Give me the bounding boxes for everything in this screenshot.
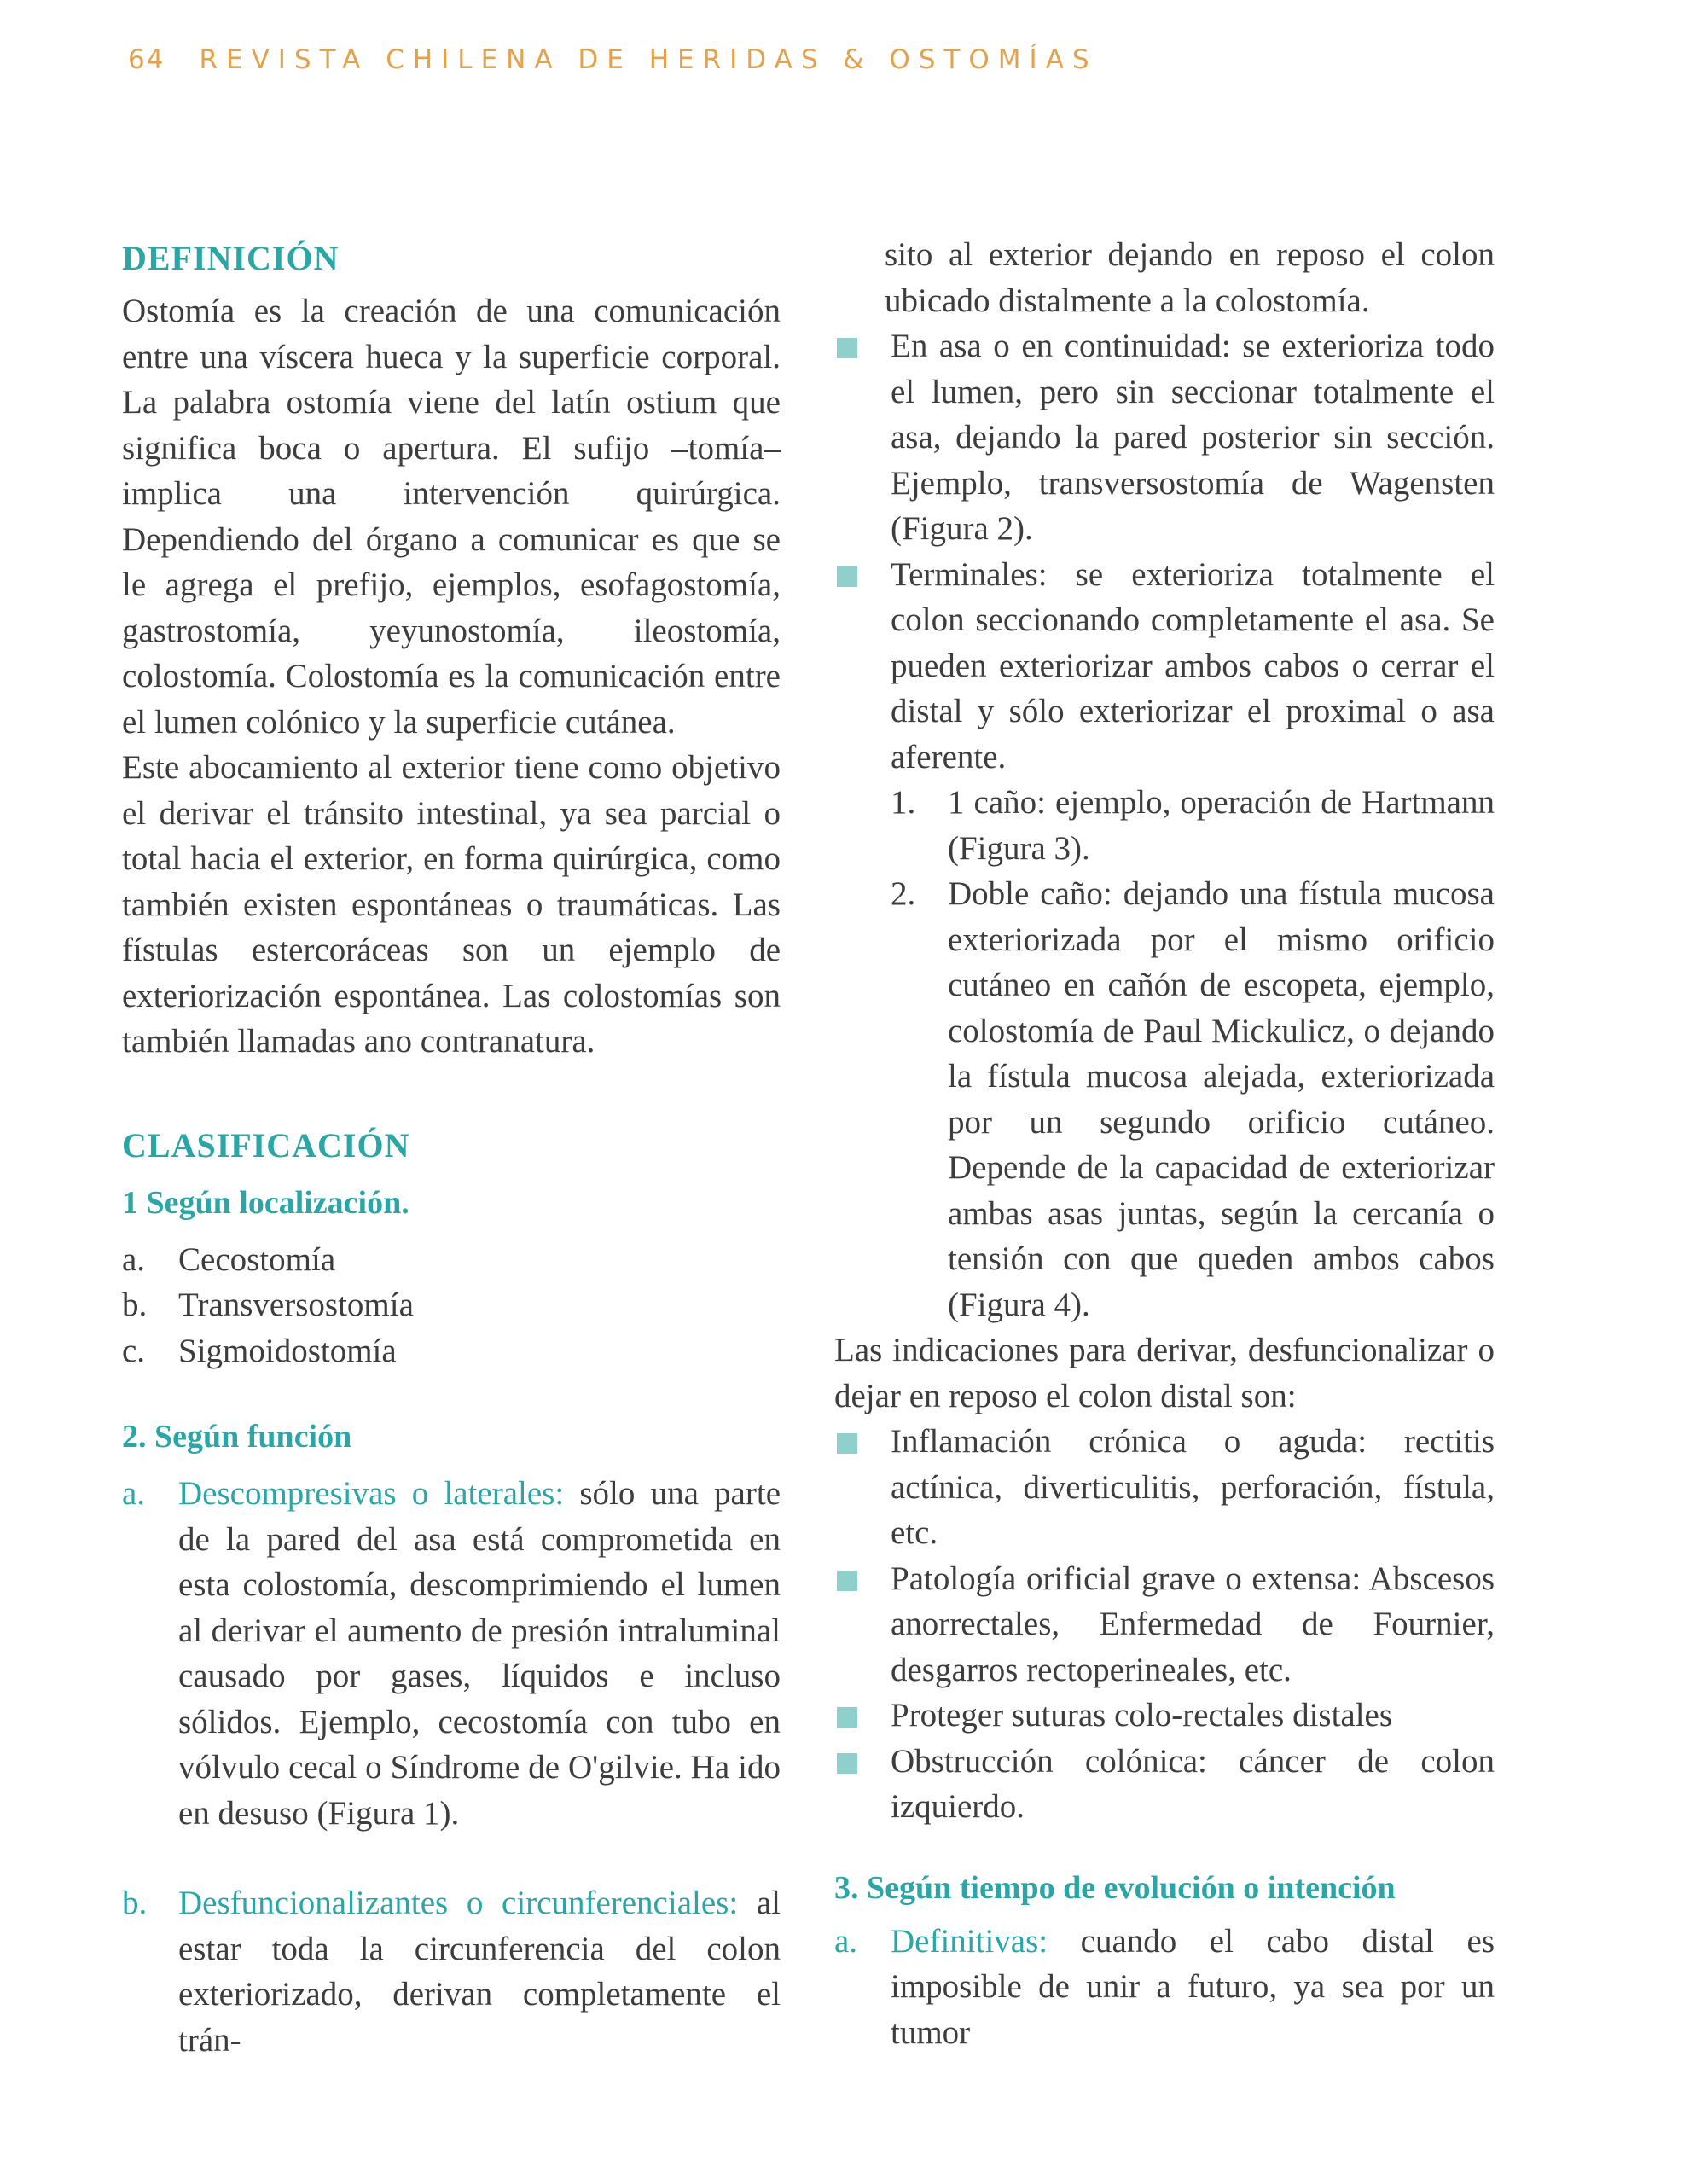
bullet-text: En asa o en continuidad: se exterioriza todo el lumen, pero sin seccionar totalmente el asa, dejando la pared posterior sin sección. Ejemplo, transversostomía de Wagensten (Figura 2). xyxy=(891,328,1495,547)
list-item xyxy=(122,1282,781,1328)
numbered-text: 1 caño: ejemplo, operación de Hartmann (Figura 3). xyxy=(948,784,1495,867)
bullet-item xyxy=(834,1739,1495,1830)
localization-list xyxy=(122,1237,781,1374)
running-header xyxy=(128,44,1098,75)
square-bullet-icon xyxy=(837,1571,857,1591)
bullet-text: Patología orificial grave o extensa: Abscesos anorrectales, Enfermedad de Fournier, desgarros rectoperineales, etc. xyxy=(891,1560,1495,1688)
square-bullet-icon xyxy=(837,1753,857,1774)
function-item-a xyxy=(122,1471,781,1836)
bullet-text: Inflamación crónica o aguda: rectitis actínica, diverticulitis, perforación, fístula, etc. xyxy=(891,1423,1495,1551)
numbered-item xyxy=(834,780,1495,871)
list-marker: b. xyxy=(122,1287,148,1323)
tiempo-a-text: cuando el cabo distal es imposible de unir a futuro, ya sea por un tumor xyxy=(891,1922,1495,2051)
list-item xyxy=(122,1328,781,1374)
list-marker: 1. xyxy=(891,784,916,821)
bullet-item xyxy=(834,1419,1495,1556)
term-descompresivas: Descompresivas o laterales: xyxy=(178,1475,565,1512)
subsection-title-localizacion: 1 Según localización. xyxy=(122,1184,409,1221)
numbered-item xyxy=(834,871,1495,1327)
left-column xyxy=(122,232,781,2063)
function-b-text: al estar toda la circunferencia del colon exteriorizado, derivan completamente el trán- xyxy=(178,1885,781,2059)
list-marker: 2. xyxy=(891,875,916,912)
bullet-text: Obstrucción colónica: cáncer de colon izquierdo. xyxy=(891,1742,1495,1825)
definition-paragraph-1: Ostomía es la creación de una comunicación entre una víscera hueca y la superficie corporal. La palabra ostomía viene del latín ostium que significa boca o apertura. El sufijo –tomía– implica una intervención quirúrgica. Dependiendo del órgano a comunicar es que se le agrega el prefijo, ejemplos, esofagostomía, gastrostomía, yeyunostomía, ileostomía, colostomía. Colostomía es la comunicación entre el lumen colónico y la superficie cutánea. xyxy=(122,293,781,741)
list-marker: a. xyxy=(834,1922,858,1960)
bullet-item xyxy=(834,552,1495,781)
square-bullet-icon xyxy=(837,566,857,587)
bullet-item xyxy=(834,1556,1495,1693)
list-item-text: Transversostomía xyxy=(178,1287,414,1323)
function-a-text: sólo una parte de la pared del asa está comprometida en esta colostomía, descomprimiendo el lumen al derivar el aumento de presión intraluminal causado por gases, líquidos e incluso sólidos. Ejemplo, cecostomía con tubo en vólvulo cecal o Síndrome de O'gilvie. Ha ido en desuso (Figura 1). xyxy=(178,1475,781,1832)
bullet-item xyxy=(834,323,1495,552)
square-bullet-icon xyxy=(837,338,857,358)
term-definitivas: Definitivas: xyxy=(891,1922,1048,1960)
definition-paragraph-2: Este abocamiento al exterior tiene como objetivo el derivar el tránsito intestinal, ya sea parcial o total hacia el exterior, en forma quirúrgica, como también existen espontáneas o traumáticas. Las fístulas estercoráceas son un ejemplo de exteriorización espontánea. Las colostomías son también llamadas ano contranatura. xyxy=(122,749,781,1060)
list-item-text: Cecostomía xyxy=(178,1240,336,1278)
subsection-title-funcion: 2. Según función xyxy=(122,1419,352,1455)
list-marker: a. xyxy=(122,1240,146,1278)
indications-paragraph: Las indicaciones para derivar, desfuncionalizar o dejar en reposo el colon distal son: xyxy=(834,1332,1495,1414)
list-item-text: Sigmoidostomía xyxy=(178,1332,397,1369)
square-bullet-icon xyxy=(837,1433,857,1454)
page-number: 64 xyxy=(128,44,165,75)
list-marker: a. xyxy=(122,1475,146,1512)
list-item xyxy=(122,1237,781,1283)
journal-title: REVISTA CHILENA DE HERIDAS & OSTOMÍAS xyxy=(199,44,1098,75)
tiempo-item-a xyxy=(834,1919,1495,2056)
right-column xyxy=(834,232,1495,2055)
numbered-text: Doble caño: dejando una fístula mucosa exteriorizada por el mismo orificio cutáneo en cañón de escopeta, ejemplo, colostomía de Paul Mickulicz, o dejando la fístula mucosa alejada, exteriorizada por un segundo orificio cutáneo. Depende de la capacidad de exteriorizar ambas asas juntas, según la cercanía o tensión con que queden ambos cabos (Figura 4). xyxy=(948,875,1495,1323)
section-title-clasificacion: CLASIFICACIÓN xyxy=(122,1125,410,1165)
bullet-item xyxy=(834,1693,1495,1739)
term-desfuncionalizantes: Desfuncionalizantes o circunferenciales: xyxy=(178,1885,739,1921)
bullet-text: Terminales: se exterioriza totalmente el colon seccionando completamente el asa. Se pueden exteriorizar ambos cabos o cerrar el distal y sólo exteriorizar el proximal o asa aferente. xyxy=(891,555,1495,775)
list-marker: c. xyxy=(122,1332,146,1369)
bullet-text: Proteger suturas colo-rectales distales xyxy=(891,1697,1393,1734)
section-title-definicion: DEFINICIÓN xyxy=(122,239,340,277)
function-item-b xyxy=(122,1880,781,2063)
continued-paragraph: sito al exterior dejando en reposo el colon ubicado distalmente a la colostomía. xyxy=(885,236,1495,319)
square-bullet-icon xyxy=(837,1707,857,1728)
subsection-title-tiempo: 3. Según tiempo de evolución o intención xyxy=(834,1869,1396,1906)
list-marker: b. xyxy=(122,1885,148,1921)
